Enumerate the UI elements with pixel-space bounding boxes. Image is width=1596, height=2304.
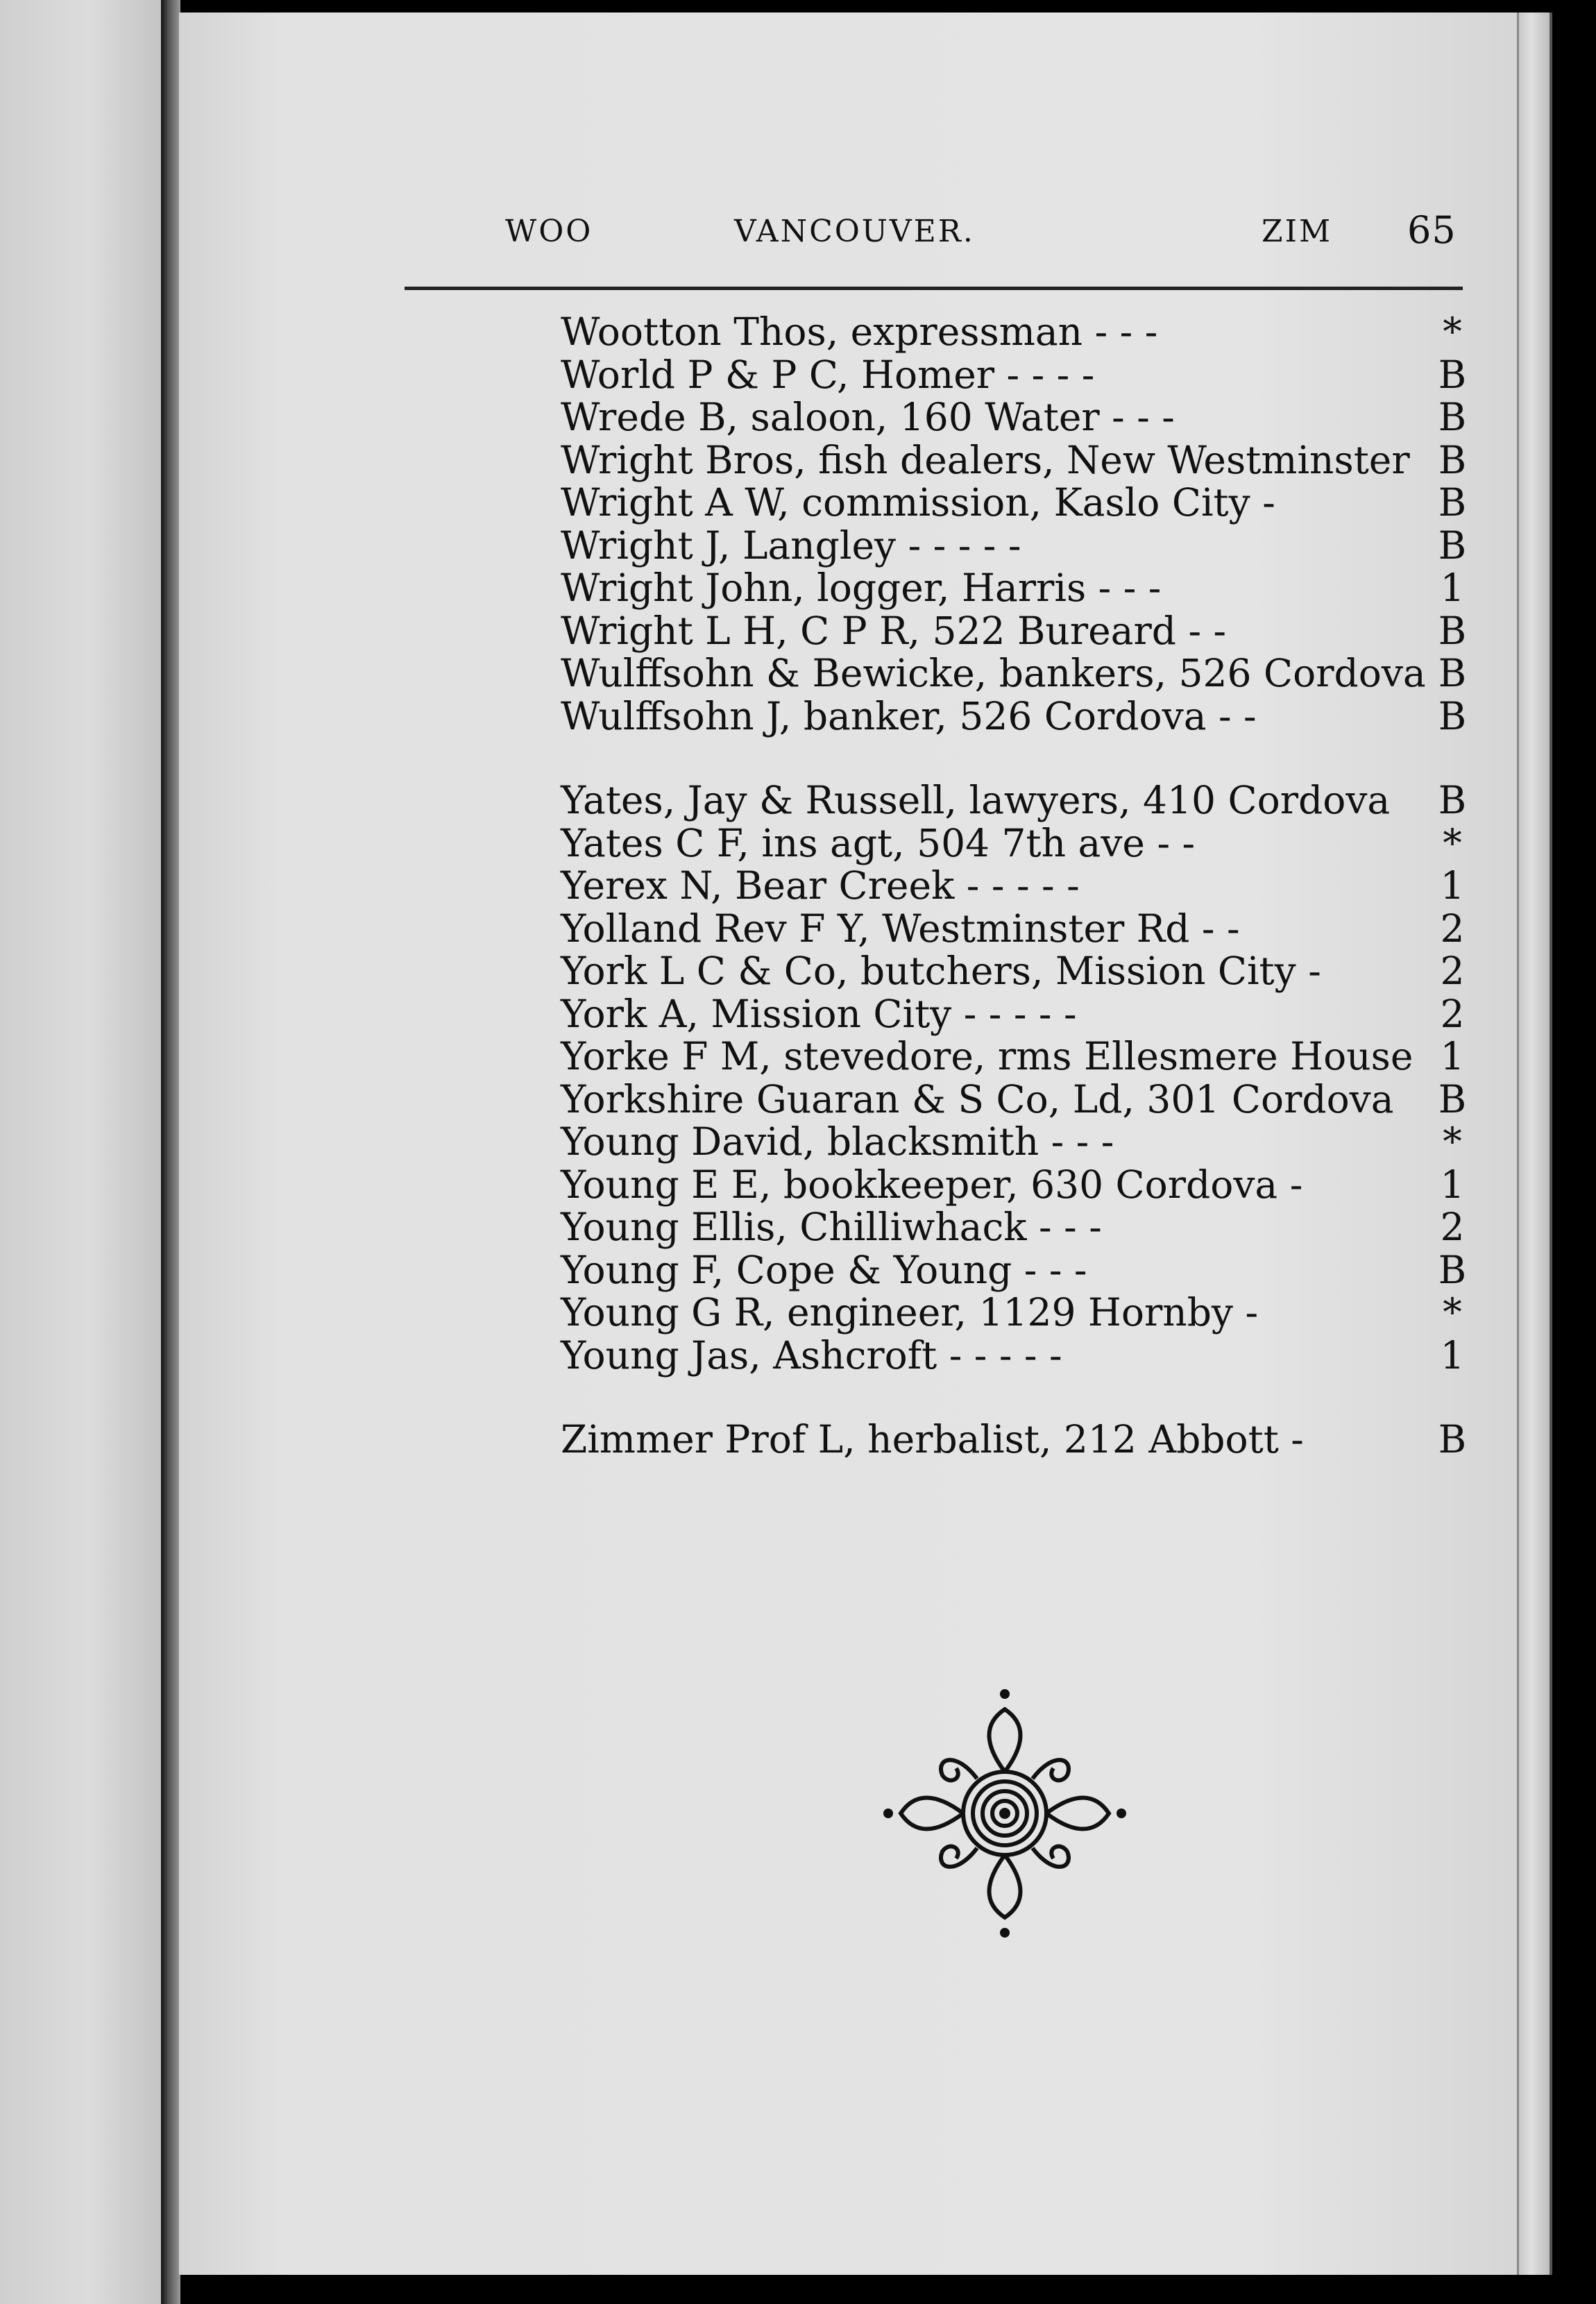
entry-name: Wright Bros, fish dealers, New Westminster <box>561 437 1410 482</box>
directory-entry <box>561 779 1484 822</box>
entry-name: Wootton Thos, expressman - - - <box>561 310 1158 354</box>
directory-entry <box>561 610 1484 653</box>
directory-entry <box>561 865 1484 908</box>
directory-entry <box>561 950 1484 993</box>
entry-code: B <box>1438 480 1467 525</box>
directory-entry <box>561 354 1484 397</box>
page-stack-edge <box>1517 12 1552 2275</box>
right-guide-word: ZIM <box>1262 214 1333 249</box>
entry-name: Yorkshire Guaran & S Co, Ld, 301 Cordova <box>561 1076 1394 1121</box>
entry-name: World P & P C, Homer - - - - <box>561 352 1095 397</box>
directory-entry <box>561 652 1484 695</box>
entry-code: 2 <box>1440 906 1465 951</box>
entry-code: 2 <box>1440 991 1465 1036</box>
entry-name: Wrede B, saloon, 160 Water - - - <box>561 395 1175 439</box>
entry-code: 2 <box>1440 949 1465 993</box>
entry-name: Wright J, Langley - - - - - <box>561 523 1021 568</box>
entry-name: Zimmer Prof L, herbalist, 212 Abbott - <box>561 1417 1304 1462</box>
facing-page-edge <box>0 0 167 2304</box>
entry-name: Young Ellis, Chilliwhack - - - <box>561 1205 1102 1249</box>
entry-name: Young David, blacksmith - - - <box>561 1119 1114 1164</box>
entry-code: 1 <box>1440 863 1465 908</box>
entry-code: 1 <box>1440 566 1465 610</box>
entry-name: Young F, Cope & Young - - - <box>561 1247 1087 1292</box>
directory-entry <box>561 822 1484 865</box>
directory-entry <box>561 1249 1484 1292</box>
directory-entry <box>561 396 1484 439</box>
entry-name: Wright John, logger, Harris - - - <box>561 566 1162 610</box>
entry-code: * <box>1443 1119 1462 1164</box>
left-guide-word: WOO <box>505 214 593 249</box>
entry-code: B <box>1438 395 1467 439</box>
directory-entry <box>561 1035 1484 1078</box>
entry-code: B <box>1438 437 1467 482</box>
directory-entry <box>561 695 1484 738</box>
book-gutter <box>161 0 180 2304</box>
entry-code: B <box>1438 778 1467 822</box>
entry-code: * <box>1443 820 1462 865</box>
entry-code: B <box>1438 651 1467 695</box>
entry-name: Yates, Jay & Russell, lawyers, 410 Cordova <box>561 778 1391 822</box>
entry-code: B <box>1438 1247 1467 1292</box>
entry-code: * <box>1443 310 1462 354</box>
entry-name: Wulffsohn J, banker, 526 Cordova - - <box>561 693 1257 738</box>
directory-entry <box>561 1206 1484 1249</box>
entry-name: Young Jas, Ashcroft - - - - - <box>561 1332 1062 1378</box>
entry-name: York A, Mission City - - - - - <box>561 991 1077 1036</box>
entry-name: Wright A W, commission, Kaslo City - <box>561 480 1275 525</box>
entry-code: B <box>1438 1076 1467 1121</box>
entry-name: York L C & Co, butchers, Mission City - <box>561 949 1321 993</box>
directory-listing <box>561 311 1484 1462</box>
page-number: 65 <box>1407 208 1457 252</box>
entry-code: 2 <box>1440 1205 1465 1249</box>
entry-code: * <box>1443 1290 1462 1335</box>
entry-code: B <box>1438 352 1467 397</box>
section-gap <box>561 1377 1484 1418</box>
entry-name: Wulffsohn & Bewicke, bankers, 526 Cordova <box>561 651 1426 695</box>
header-rule <box>405 287 1463 290</box>
directory-entry <box>561 908 1484 951</box>
directory-entry <box>561 1291 1484 1335</box>
entry-name: Yorke F M, stevedore, rms Ellesmere House <box>561 1034 1414 1078</box>
running-header <box>505 208 1477 276</box>
directory-entry <box>561 567 1484 610</box>
entry-code: 1 <box>1440 1034 1465 1078</box>
directory-entry <box>561 482 1484 525</box>
entry-name: Yates C F, ins agt, 504 7th ave - - <box>561 820 1196 865</box>
city-title: VANCOUVER. <box>734 214 975 249</box>
entry-code: B <box>1438 608 1467 653</box>
entry-code: B <box>1438 1417 1467 1462</box>
directory-entry <box>561 1078 1484 1121</box>
directory-page <box>179 12 1517 2275</box>
entry-name: Yolland Rev F Y, Westminster Rd - - <box>561 906 1240 951</box>
directory-entry <box>561 1121 1484 1164</box>
directory-entry <box>561 525 1484 568</box>
entry-name: Wright L H, C P R, 522 Bureard - - <box>561 608 1227 653</box>
directory-entry <box>561 1418 1484 1462</box>
directory-entry <box>561 311 1484 354</box>
directory-entry <box>561 439 1484 482</box>
directory-entry <box>561 993 1484 1036</box>
entry-code: B <box>1438 693 1467 738</box>
directory-entry <box>561 1332 1484 1378</box>
entry-code: 1 <box>1440 1162 1465 1207</box>
entry-name: Yerex N, Bear Creek - - - - - <box>561 863 1080 908</box>
entry-name: Young E E, bookkeeper, 630 Cordova - <box>561 1162 1303 1207</box>
floral-ornament-icon <box>880 1682 1130 1945</box>
entry-code: 1 <box>1440 1332 1465 1378</box>
section-gap <box>561 738 1484 779</box>
entry-code: B <box>1438 523 1467 568</box>
entry-name: Young G R, engineer, 1129 Hornby - <box>561 1290 1259 1335</box>
directory-entry <box>561 1164 1484 1207</box>
